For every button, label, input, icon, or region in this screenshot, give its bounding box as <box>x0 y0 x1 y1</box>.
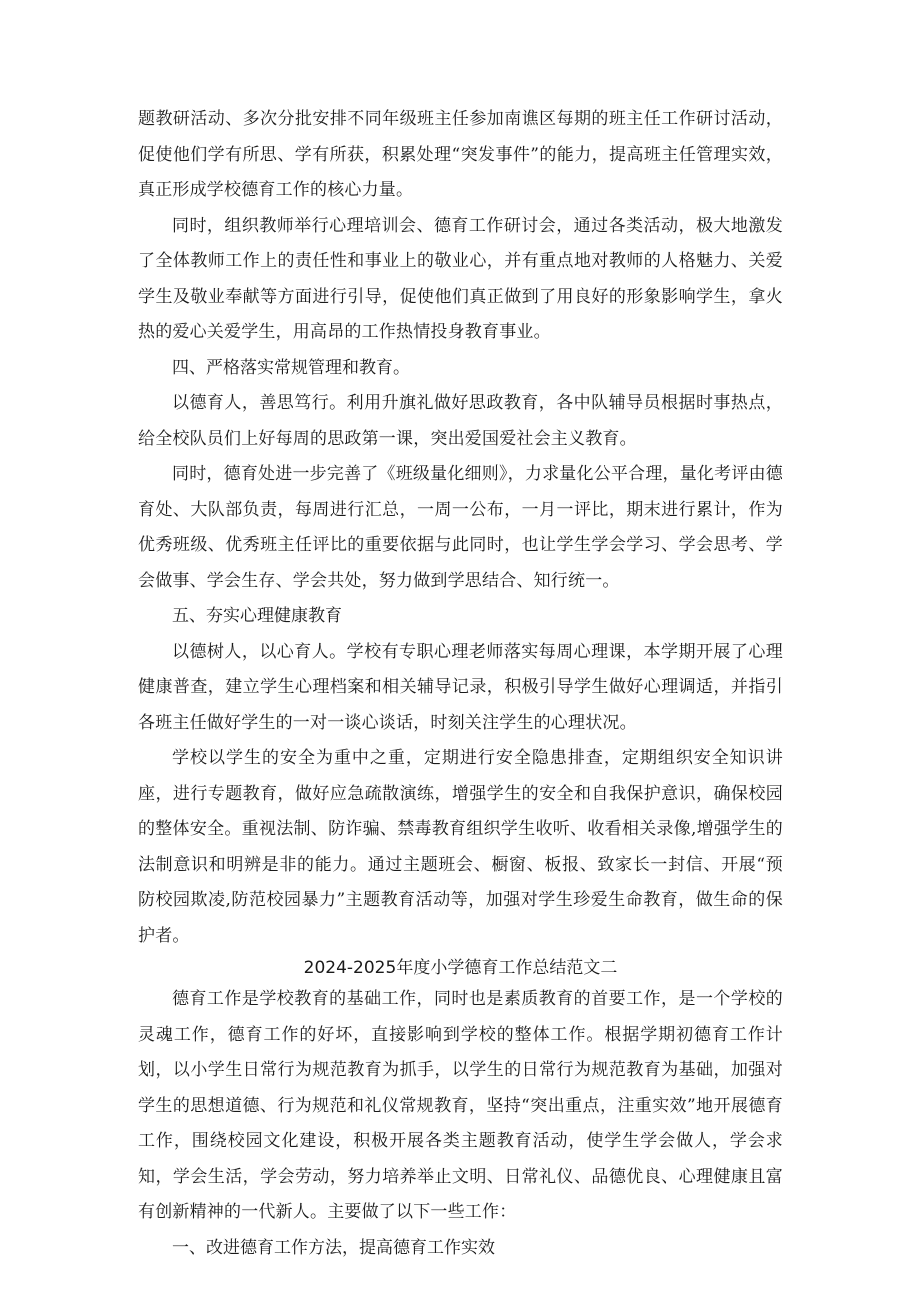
section-heading-1: 一、改进德育工作方法，提高德育工作实效 <box>172 1237 495 1258</box>
paragraph-continuation: 题教研活动、多次分批安排不同年级班主任参加南谯区每期的班主任工作研讨活动，促使他们学有所思、学有所获，积累处理“突发事件”的能力，提高班主任管理实效，真正形成学校德育工作的核心力量。 <box>138 109 783 200</box>
document-body <box>138 102 783 1266</box>
paragraph-class-quantification: 同时，德育处进一步完善了《班级量化细则》，力求量化公平合理，量化考评由德育处、大队部负责，每周进行汇总，一周一公布，一月一评比，期末进行累计，作为优秀班级、优秀班主任评比的重要依据与此同时，也让学生学会学习、学会思考、学会做事、学会生存、学会共处，努力做到学思结合、知行统一。 <box>138 464 783 591</box>
paragraph-mental-health: 以德树人，以心育人。学校有专职心理老师落实每周心理课，本学期开展了心理健康普查，建立学生心理档案和相关辅导记录，积极引导学生做好心理调适，并指引各班主任做好学生的一对一谈心谈话，时刻关注学生的心理状况。 <box>138 641 783 733</box>
document-title: 2024-2025年度小学德育工作总结范文二 <box>303 958 618 978</box>
paragraph-flag-ceremony: 以德育人，善思笃行。利用升旗礼做好思政教育，各中队辅导员根据时事热点，给全校队员们上好每周的思政第一课，突出爱国爱社会主义教育。 <box>138 393 783 449</box>
paragraph-introduction: 德育工作是学校教育的基础工作，同时也是素质教育的首要工作，是一个学校的灵魂工作，德育工作的好坏，直接影响到学校的整体工作。根据学期初德育工作计划，以小学生日常行为规范教育为抓手，以学生的日常行为规范教育为基础，加强对学生的思想道德、行为规范和礼仪常规教育，坚持“突出重点，注重实效”地开展德育工作，围绕校园文化建设，积极开展各类主题教育活动，使学生学会做人，学会求知，学会生活，学会劳动，努力培养举止文明、日常礼仪、品德优良、心理健康且富有创新精神的一代新人。主要做了以下一些工作： <box>138 989 783 1222</box>
paragraph-teacher-training: 同时，组织教师举行心理培训会、德育工作研讨会，通过各类活动，极大地激发了全体教师工作上的责任性和事业上的敬业心，并有重点地对教师的人格魅力、关爱学生及敬业奉献等方面进行引导，促使他们真正做到了用良好的形象影响学生，拿火热的爱心关爱学生，用高昂的工作热情投身教育事业。 <box>138 215 783 342</box>
paragraph-safety: 学校以学生的安全为重中之重，定期进行安全隐患排查，定期组织安全知识讲座，进行专题教育，做好应急疏散演练，增强学生的安全和自我保护意识，确保校园的整体安全。重视法制、防诈骗、禁毒教育组织学生收听、收看相关录像,增强学生的法制意识和明辨是非的能力。通过主题班会、橱窗、板报、致家长一封信、开展“预防校园欺凌,防范校园暴力”主题教育活动等，加强对学生珍爱生命教育，做生命的保护者。 <box>138 748 783 946</box>
section-heading-4: 四、严格落实常规管理和教育。 <box>172 357 410 378</box>
section-heading-5: 五、夯实心理健康教育 <box>172 606 342 626</box>
